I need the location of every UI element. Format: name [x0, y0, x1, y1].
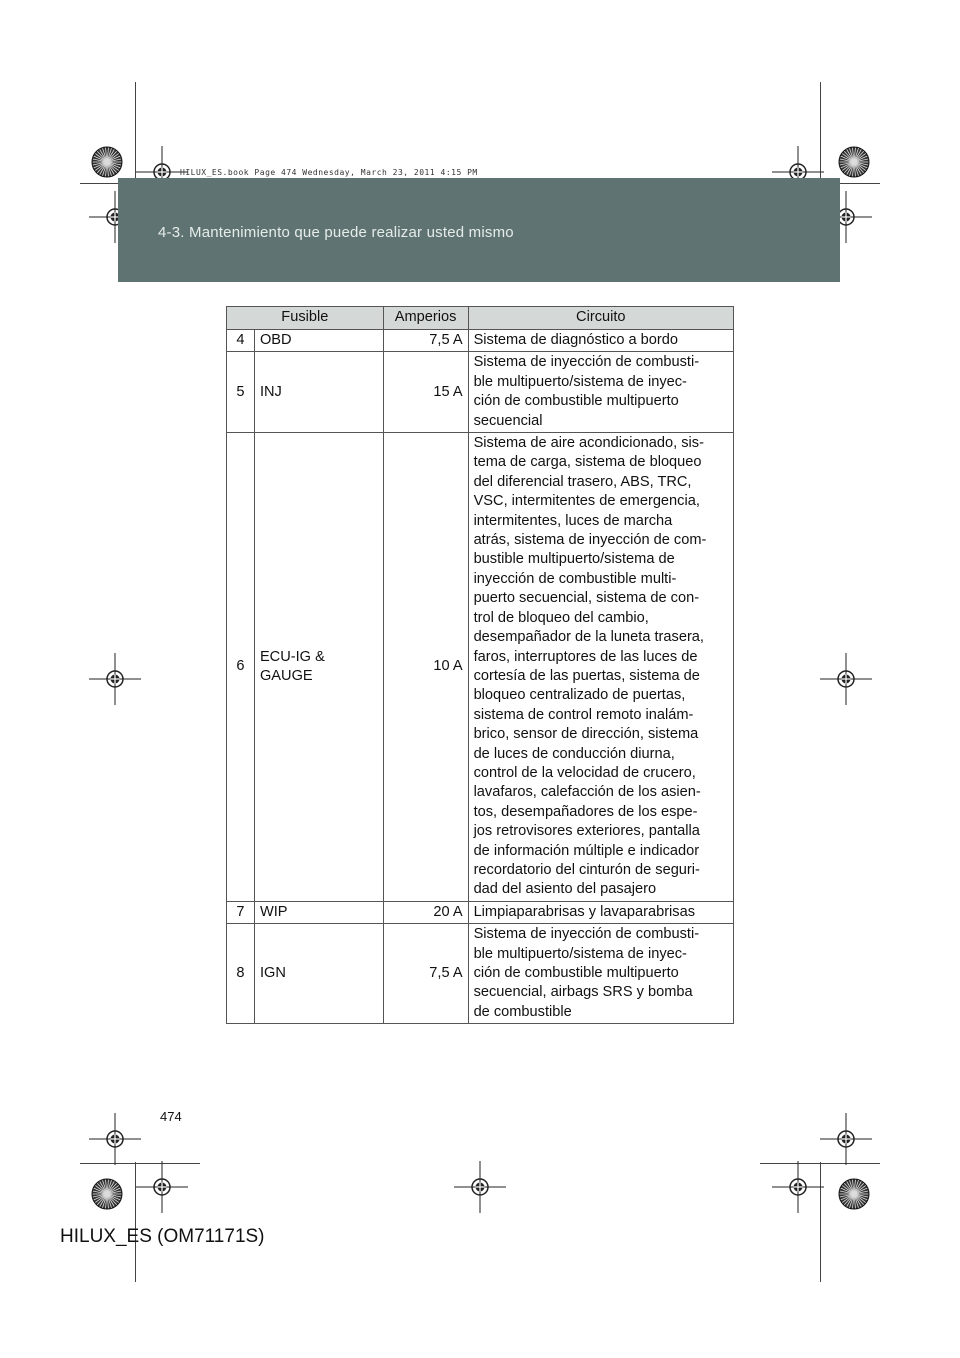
fuse-number: 8 [227, 924, 255, 1024]
fuse-table [226, 306, 734, 1024]
registration-crosshair-icon [772, 1161, 824, 1213]
table-row [227, 901, 734, 923]
document-id: HILUX_ES (OM71171S) [60, 1226, 265, 1247]
fuse-circuit: Sistema de inyección de combusti- ble multipuerto/sistema de inyec- ción de combustible multipuerto secuencial [468, 352, 733, 433]
table-header-row [227, 307, 734, 330]
fuse-circuit: Limpiaparabrisas y lavaparabrisas [468, 901, 733, 923]
column-header-amperios: Amperios [383, 307, 468, 330]
table-row [227, 330, 734, 352]
column-header-circuito: Circuito [468, 307, 733, 330]
fuse-amps: 7,5 A [383, 330, 468, 352]
registration-crosshair-icon [820, 1113, 872, 1165]
page-number: 474 [160, 1109, 182, 1124]
fuse-amps: 7,5 A [383, 924, 468, 1024]
fuse-amps: 15 A [383, 352, 468, 433]
fuse-amps: 20 A [383, 901, 468, 923]
fuse-circuit: Sistema de aire acondicionado, sis- tema de carga, sistema de bloqueo del diferencial trasero, ABS, TRC, VSC, intermitentes de emergencia, intermitentes, luces de marcha atrás, sistema de inyección de com- bustible multipuerto/sistema de inyección de combustible multi- puerto secuencial, sistema de con- trol de bloqueo del cambio, desempañador de la luneta trasera, faros, interruptores de las luces de cortesía de las puertas, sistema de bloqueo centralizado de puertas, sistema de control remoto inalám- brico, sensor de dirección, sistema de luces de conducción diurna, control de la velocidad de crucero, lavafaros, calefacción de los asien- tos, desempañadores de los espe- jos retrovisores exteriores, pantalla de información múltiple e indicador recordatorio del cinturón de seguri- dad del asiento del pasajero [468, 433, 733, 902]
fuse-number: 7 [227, 901, 255, 923]
registration-crosshair-icon [89, 1113, 141, 1165]
column-header-fusible: Fusible [227, 307, 384, 330]
registration-crosshair-icon [89, 653, 141, 705]
fuse-name: IGN [254, 924, 383, 1024]
registration-crosshair-icon [820, 653, 872, 705]
registration-sunburst-icon [838, 1178, 870, 1210]
printer-stamp: HILUX_ES.book Page 474 Wednesday, March 23, 2011 4:15 PM [180, 168, 478, 177]
registration-crosshair-icon [454, 1161, 506, 1213]
fuse-amps: 10 A [383, 433, 468, 902]
section-title: 4-3. Mantenimiento que puede realizar usted mismo [158, 224, 514, 241]
fuse-name: WIP [254, 901, 383, 923]
fuse-name: ECU-IG & GAUGE [254, 433, 383, 902]
section-header-band [118, 178, 840, 282]
fuse-circuit: Sistema de diagnóstico a bordo [468, 330, 733, 352]
registration-sunburst-icon [838, 146, 870, 178]
registration-crosshair-icon [136, 1161, 188, 1213]
fuse-number: 5 [227, 352, 255, 433]
fuse-name: INJ [254, 352, 383, 433]
registration-sunburst-icon [91, 1178, 123, 1210]
table-row [227, 924, 734, 1024]
fuse-name: OBD [254, 330, 383, 352]
fuse-circuit: Sistema de inyección de combusti- ble multipuerto/sistema de inyec- ción de combustible multipuerto secuencial, airbags SRS y bomba de combustible [468, 924, 733, 1024]
table-row [227, 352, 734, 433]
registration-sunburst-icon [91, 146, 123, 178]
fuse-number: 4 [227, 330, 255, 352]
fuse-number: 6 [227, 433, 255, 902]
table-row [227, 433, 734, 902]
